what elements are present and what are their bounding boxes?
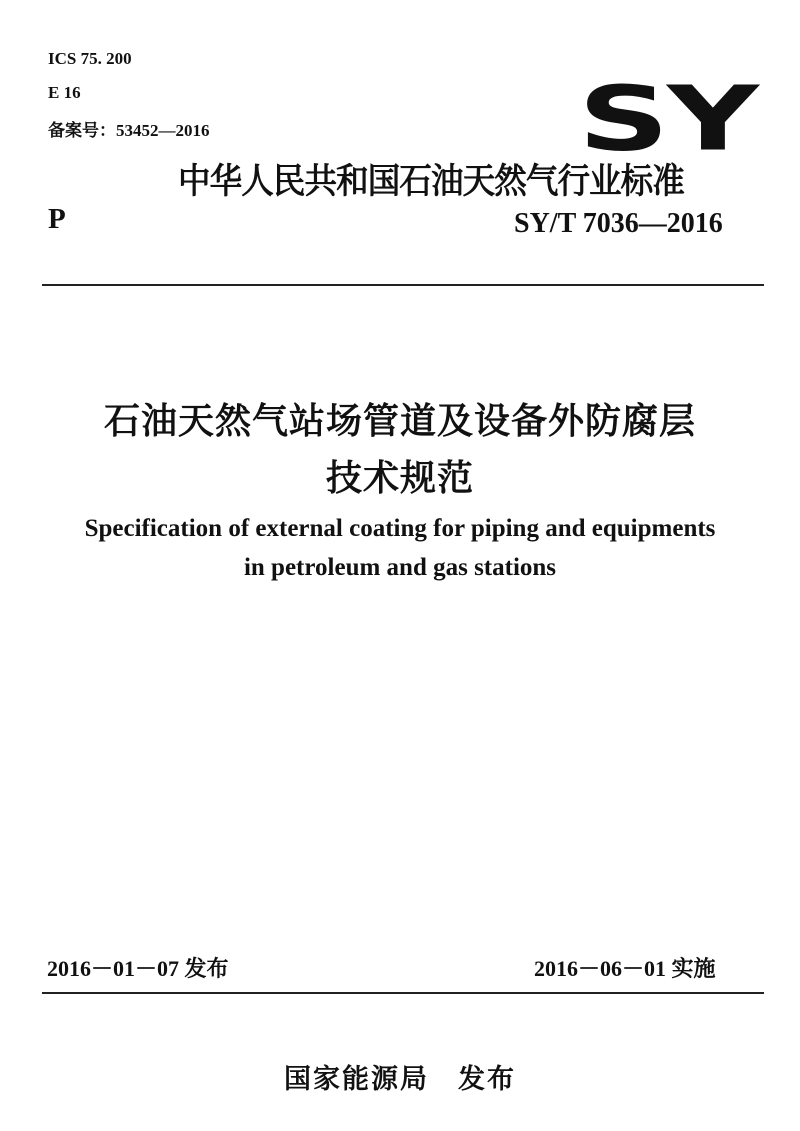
release-date: 2016－01－07 发布 (47, 956, 229, 981)
standard-type-heading: 中华人民共和国石油天然气行业标准 (178, 162, 684, 202)
title-en-line-2: in petroleum and gas stations (243, 554, 557, 581)
effective-date: 2016－06－01 实施 (534, 956, 716, 981)
publisher: 国家能源局 发布 (284, 1064, 516, 1095)
sy-logo: SY (578, 66, 757, 172)
title-en-line-1: Specification of external coating for piping and equipments (84, 515, 716, 542)
title-cn-line-1: 石油天然气站场管道及设备外防腐层 (103, 401, 696, 442)
title-cn-line-2: 技术规范 (325, 458, 474, 499)
ccs-code: E 16 (48, 83, 81, 102)
bottom-divider (42, 992, 764, 994)
ics-code: ICS 75. 200 (48, 49, 132, 68)
category-letter: P (48, 203, 66, 235)
standard-number: SY/T 7036—2016 (514, 208, 723, 239)
record-number: 备案号：53452—2016 (48, 121, 210, 140)
top-divider (42, 284, 764, 286)
